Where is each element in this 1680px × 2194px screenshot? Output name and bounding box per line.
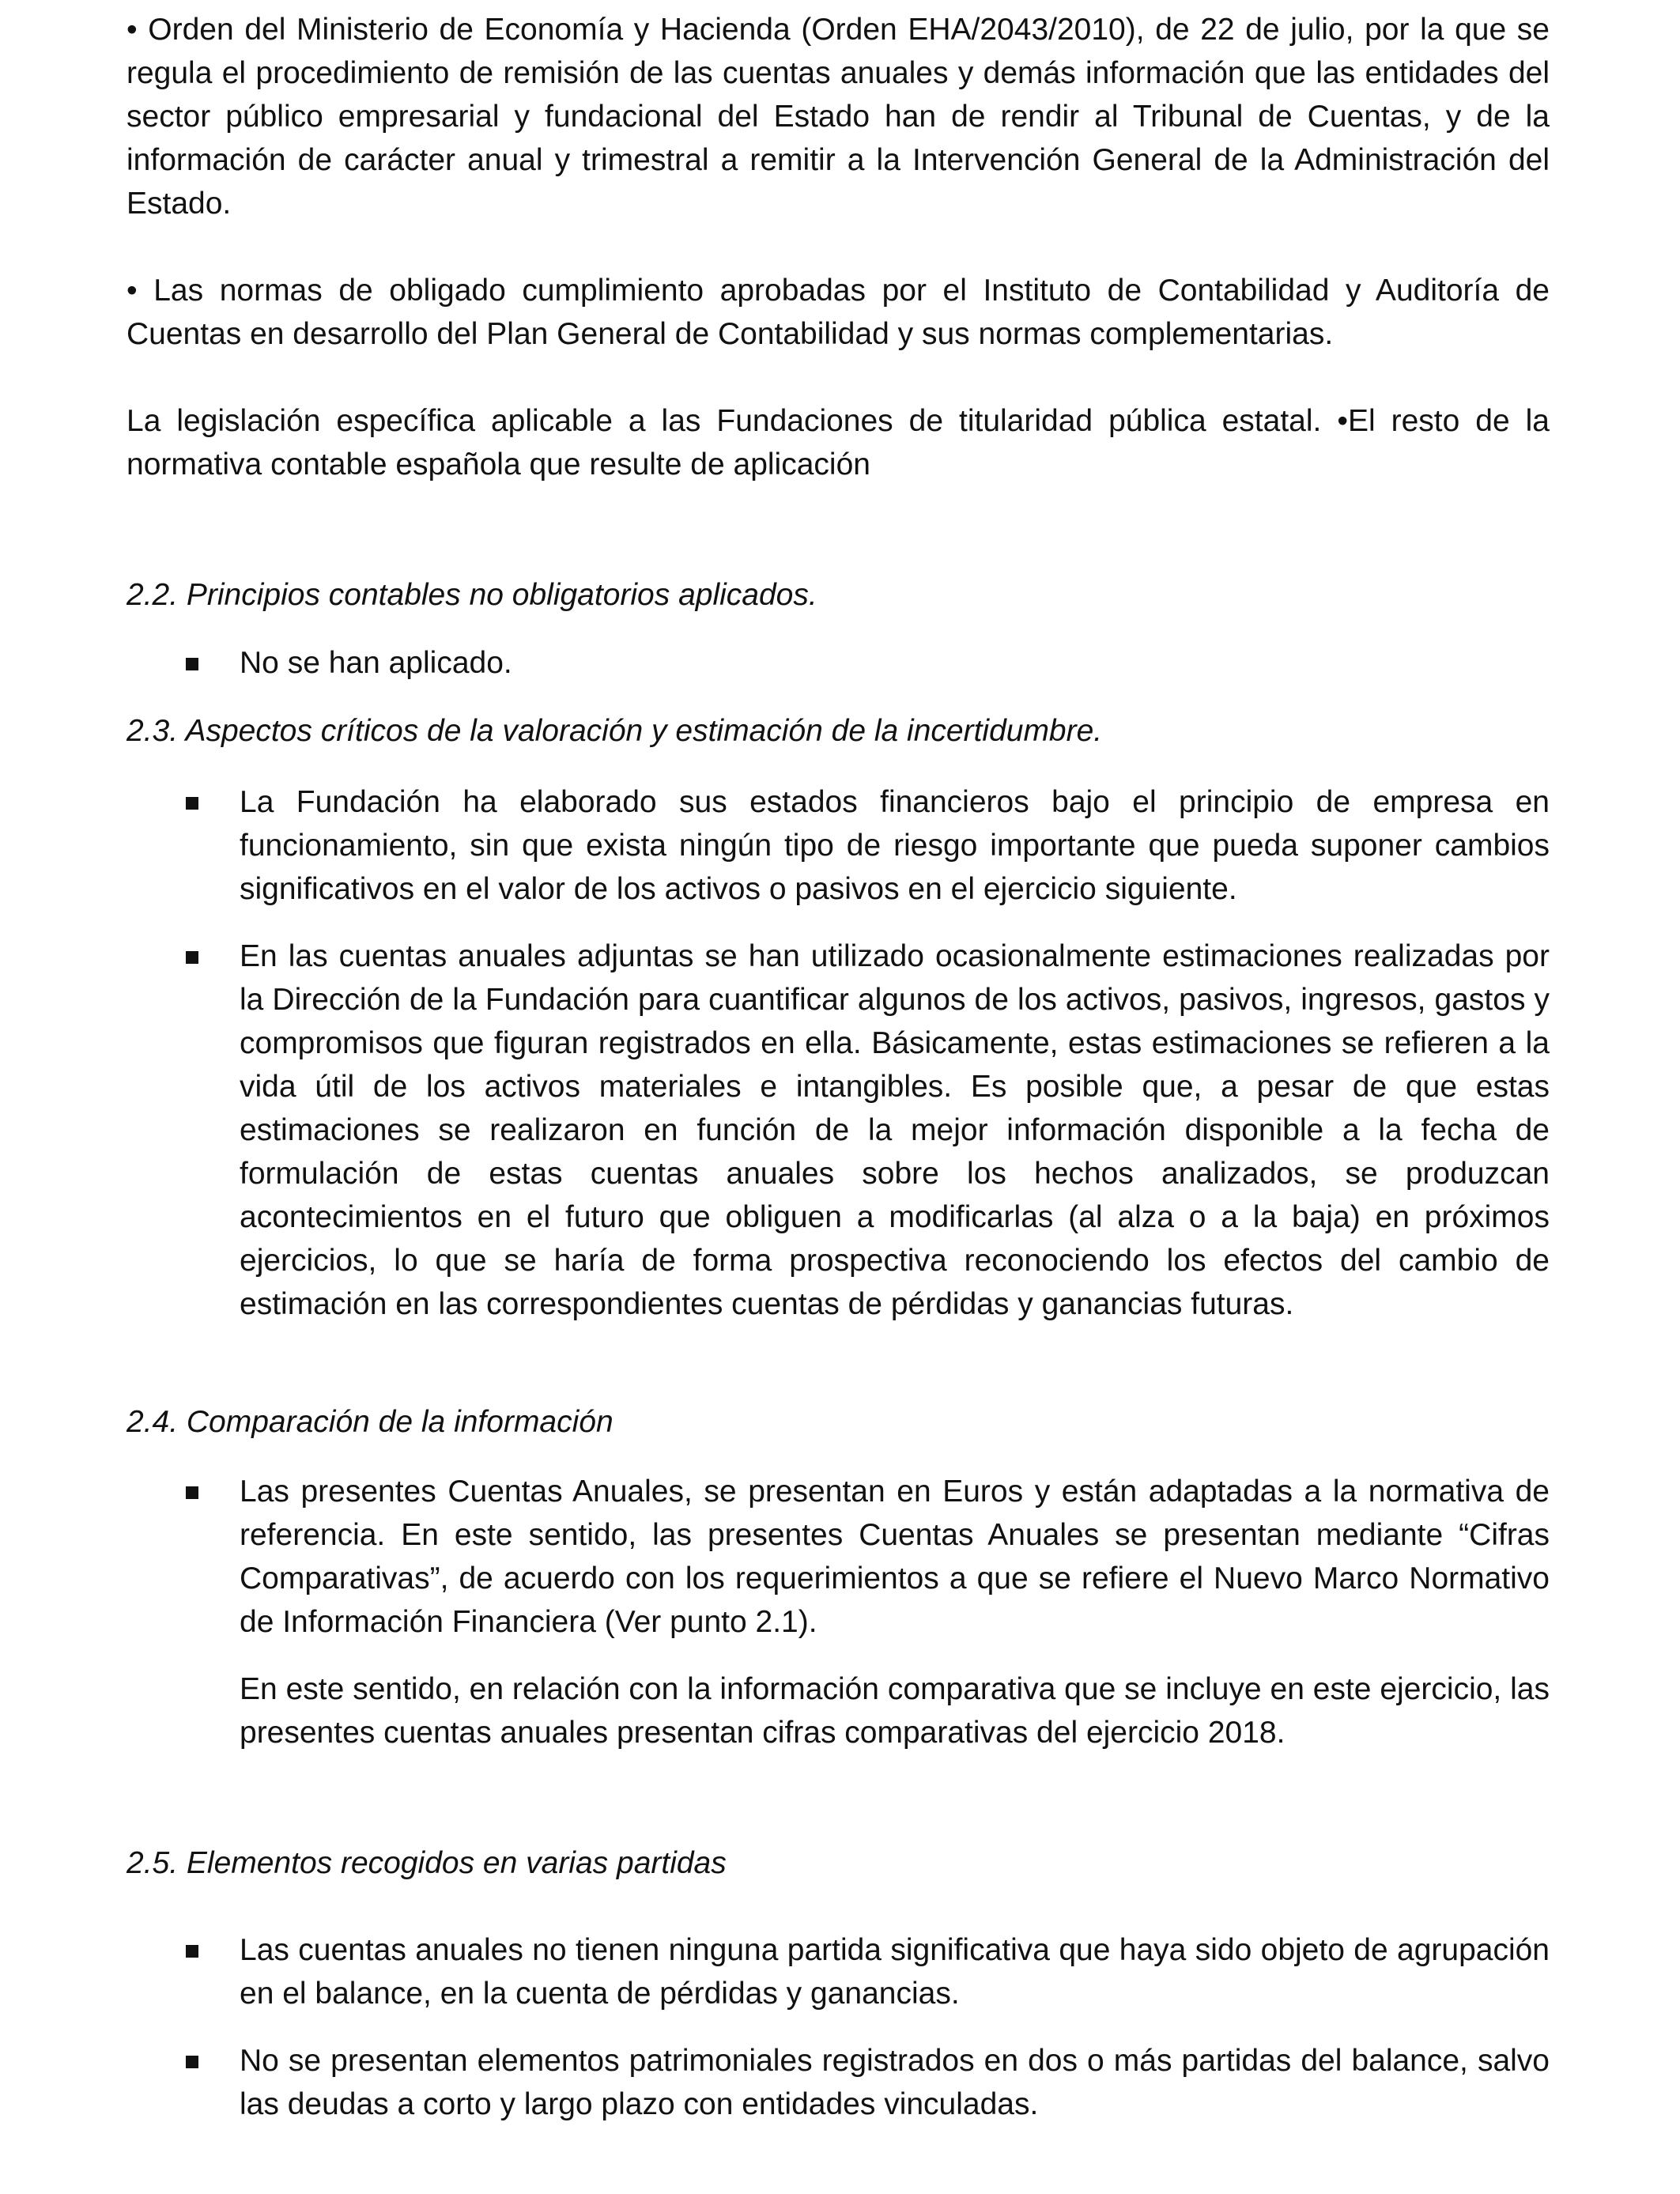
bullet-item: [126, 780, 1550, 911]
intro-paragraph-normas: • Las normas de obligado cumplimiento aprobadas por el Instituto de Contabilidad y Auditoría de Cuentas en desarrollo del Plan General de Contabilidad y sus normas complementarias.: [126, 274, 1550, 351]
square-bullet-icon: [186, 658, 198, 670]
intro-paragraph-legislacion: La legislación específica aplicable a las Fundaciones de titularidad pública estatal. •El resto de la normativa contable española que resulte de aplicación: [126, 404, 1550, 481]
comparative-info-paragraph: En este sentido, en relación con la información comparativa que se incluye en este ejercicio, las presentes cuentas anuales presentan cifras comparativas del ejercicio 2018.: [240, 1672, 1550, 1750]
square-bullet-icon: [186, 1945, 198, 1958]
square-bullet-icon: [186, 797, 198, 810]
bullet-text: La Fundación ha elaborado sus estados financieros bajo el principio de empresa en funcionamiento, sin que exista ningún tipo de riesgo importante que pueda suponer cambios significativos en el valor de los activos o pasivos en el ejercicio siguiente.: [240, 785, 1550, 906]
bullet-item: [126, 1470, 1550, 1644]
bullet-item: [126, 641, 1550, 685]
square-bullet-icon: [186, 1486, 198, 1499]
intro-paragraph-orden: • Orden del Ministerio de Economía y Hacienda (Orden EHA/2043/2010), de 22 de julio, por la que se regula el procedimiento de remisión de las cuentas anuales y demás información que las entidades del sector público empresarial y fundacional del Estado han de rendir al Tribunal de Cuentas, y de la información de carácter anual y trimestral a remitir a la Intervención General de la Administración del Estado.: [126, 13, 1550, 221]
section-heading-2-2: 2.2. Principios contables no obligatorios aplicados.: [126, 578, 817, 612]
bullet-text: No se presentan elementos patrimoniales registrados en dos o más partidas del balance, salvo las deudas a corto y largo plazo con entidades vinculadas.: [240, 2044, 1550, 2121]
bullet-text: En las cuentas anuales adjuntas se han utilizado ocasionalmente estimaciones realizadas por la Dirección de la Fundación para cuantificar algunos de los activos, pasivos, ingresos, gastos y compromisos que figuran registrados en ella. Básicamente, estas estimaciones se refieren a la vida útil de los activos materiales e intangibles. Es posible que, a pesar de que estas estimaciones se realizaron en función de la mejor información disponible a la fecha de formulación de estas cuentas anuales sobre los hechos analizados, se produzcan acontecimientos en el futuro que obliguen a modificarlas (al alza o a la baja) en próximos ejercicios, lo que se haría de forma prospectiva reconociendo los efectos del cambio de estimación en las correspondientes cuentas de pérdidas y ganancias futuras.: [240, 939, 1550, 1321]
document-page: [126, 8, 1550, 2126]
section-heading-2-5: 2.5. Elementos recogidos en varias partidas: [126, 1846, 727, 1880]
bullet-item: [126, 2039, 1550, 2126]
bullet-text: No se han aplicado.: [240, 646, 512, 680]
section-heading-2-3: 2.3. Aspectos críticos de la valoración y estimación de la incertidumbre.: [126, 714, 1103, 748]
bullet-text: Las presentes Cuentas Anuales, se presentan en Euros y están adaptadas a la normativa de referencia. En este sentido, las presentes Cuentas Anuales se presentan mediante “Cifras Comparativas”, de acuerdo con los requerimientos a que se refiere el Nuevo Marco Normativo de Información Financiera (Ver punto 2.1).: [240, 1475, 1550, 1639]
section-heading-2-4: 2.4. Comparación de la información: [126, 1405, 613, 1439]
bullet-item: [126, 935, 1550, 1326]
square-bullet-icon: [186, 2056, 198, 2068]
square-bullet-icon: [186, 951, 198, 964]
bullet-text: Las cuentas anuales no tienen ninguna partida significativa que haya sido objeto de agrupación en el balance, en la cuenta de pérdidas y ganancias.: [240, 1933, 1550, 2011]
bullet-item: [126, 1928, 1550, 2015]
